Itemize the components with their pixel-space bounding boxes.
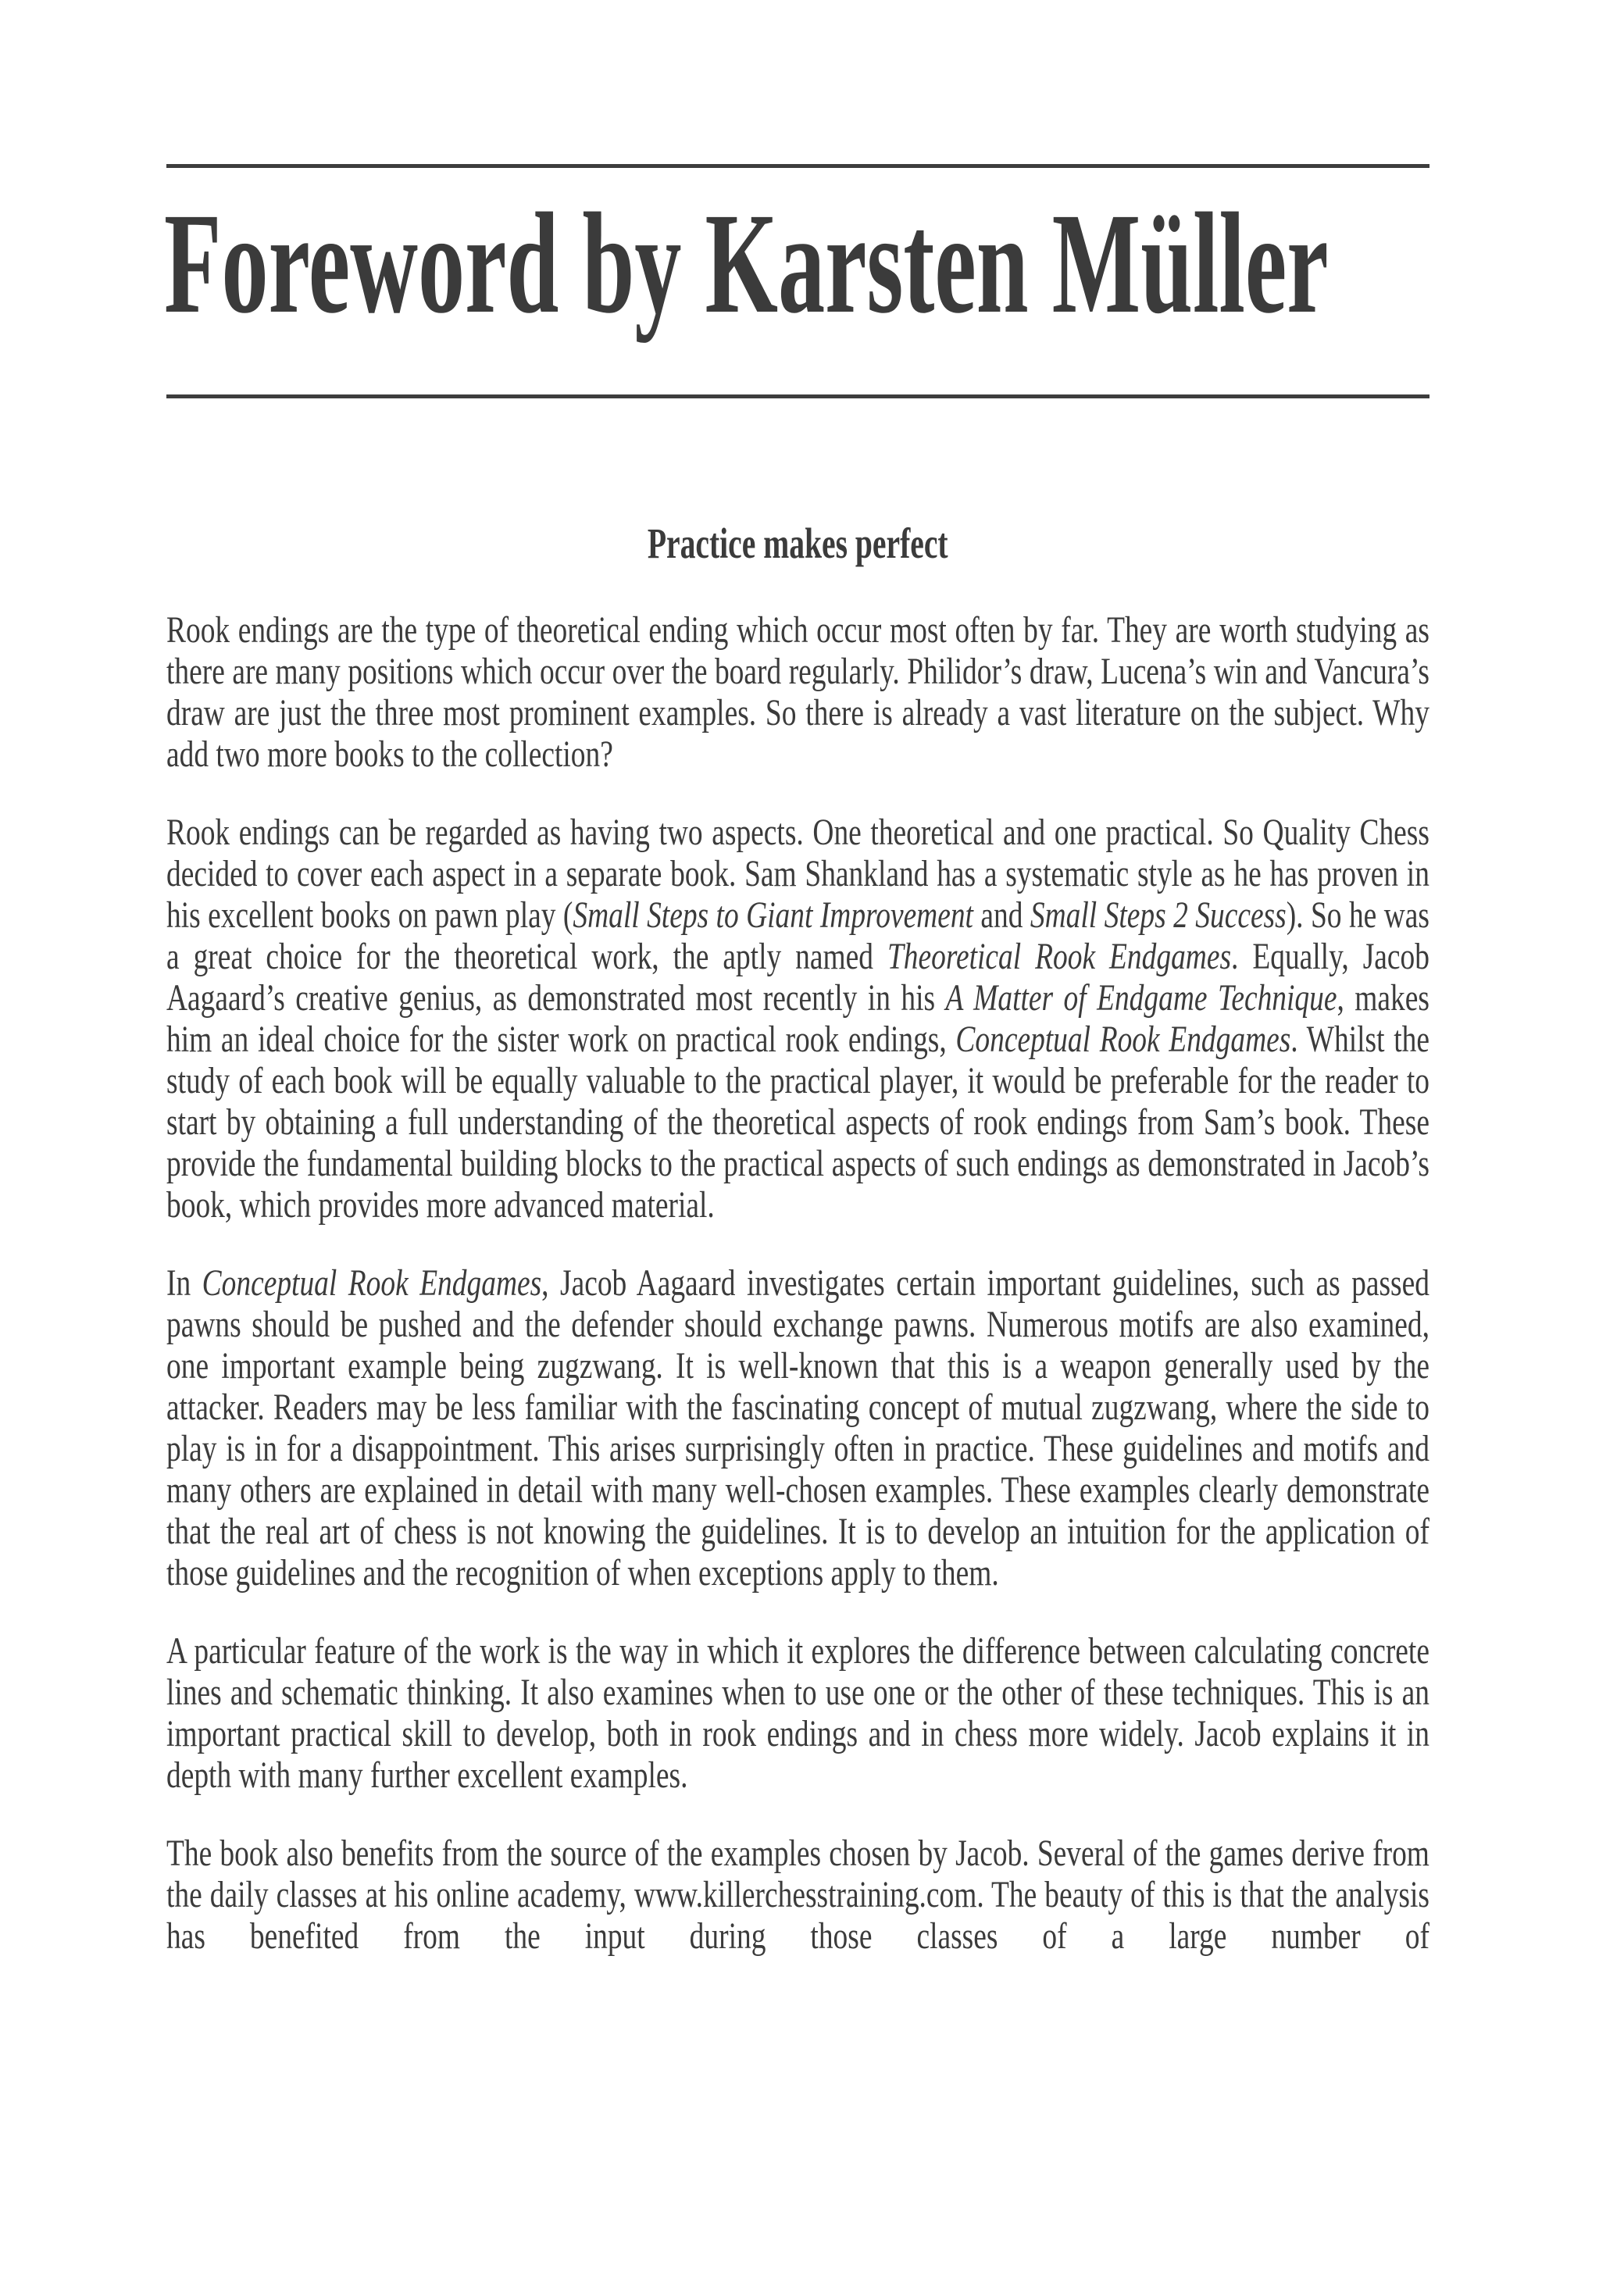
- book-title-italic: Small Steps 2 Success: [1030, 894, 1287, 936]
- top-rule: [166, 164, 1429, 168]
- text-run: ). So he was a great choice for the theoretical work, the aptly named: [166, 894, 1429, 977]
- text-run: and: [973, 894, 1030, 936]
- section-subtitle: [166, 519, 1429, 567]
- book-title-italic: Theoretical Rook Endgames: [887, 936, 1232, 977]
- book-title-italic: Conceptual Rook Endgames: [202, 1262, 542, 1304]
- page-title: [164, 184, 1624, 344]
- text-run: , makes him an ideal choice for the sister work on practical rook endings,: [166, 977, 1429, 1060]
- text-run: The book also benefits from the source of the examples chosen by Jacob. Several of the games derive from the daily classes at his online academy, www.killerchesstraining.com. The beauty of this is that the analysis has benefited from the input during those classes of a large number of: [166, 1833, 1429, 1957]
- book-title-italic: Small Steps to Giant Improvement: [573, 894, 973, 936]
- text-run: . Equally, Jacob Aagaard’s creative genius, as demonstrated most recently in his: [166, 936, 1429, 1019]
- paragraph: [166, 1630, 1429, 1796]
- page-title-text: Foreword by Karsten Müller: [164, 184, 1329, 344]
- text-run: A particular feature of the work is the way in which it explores the difference between calculating concrete lines and schematic thinking. It also examines when to use one or the other of these techniques. This is an important practical skill to develop, both in rook endings and in chess more widely. Jacob explains it in depth with many further excellent examples.: [166, 1630, 1429, 1796]
- book-title-italic: Conceptual Rook Endgames: [955, 1019, 1291, 1060]
- paragraph: [166, 609, 1429, 775]
- paragraph: [166, 1833, 1429, 1957]
- paragraph: [166, 1262, 1429, 1594]
- text-run: Rook endings can be regarded as having two aspects. One theoretical and one practical. So Quality Chess decided to cover each aspect in a separate book. Sam Shankland has a systematic style as he has proven in his excellent books on pawn play (: [166, 812, 1429, 936]
- bottom-rule: [166, 394, 1429, 398]
- text-run: Rook endings are the type of theoretical ending which occur most often by far. They are worth studying as there are many positions which occur over the board regularly. Philidor’s draw, Lucena’s win and Vancura’s draw are just the three most prominent examples. So there is already a vast literature on the subject. Why add two more books to the collection?: [166, 609, 1429, 775]
- text-run: , Jacob Aagaard investigates certain important guidelines, such as passed pawns should be pushed and the defender should exchange pawns. Numerous motifs are also examined, one important example being zugzwang. It is well-known that this is a weapon generally used by the attacker. Readers may be less familiar with the fascinating concept of mutual zugzwang, where the side to play is in for a disappointment. This arises surprisingly often in practice. These guidelines and motifs and many others are explained in detail with many well-chosen examples. These examples clearly demonstrate that the real art of chess is not knowing the guidelines. It is to develop an intuition for the application of those guidelines and the recognition of when exceptions apply to them.: [166, 1262, 1429, 1594]
- book-title-italic: A Matter of Endgame Technique: [945, 977, 1337, 1019]
- section-subtitle-text: Practice makes perfect: [648, 519, 948, 567]
- paragraph: [166, 812, 1429, 1226]
- text-run: . Whilst the study of each book will be equally valuable to the practical player, it would be preferable for the reader to start by obtaining a full understanding of the theoretical aspects of rook endings from Sam’s book. These provide the fundamental building blocks to the practical aspects of such endings as demonstrated in Jacob’s book, which provides more advanced material.: [166, 1019, 1429, 1226]
- text-run: In: [166, 1262, 202, 1304]
- foreword-body: [166, 609, 1429, 1993]
